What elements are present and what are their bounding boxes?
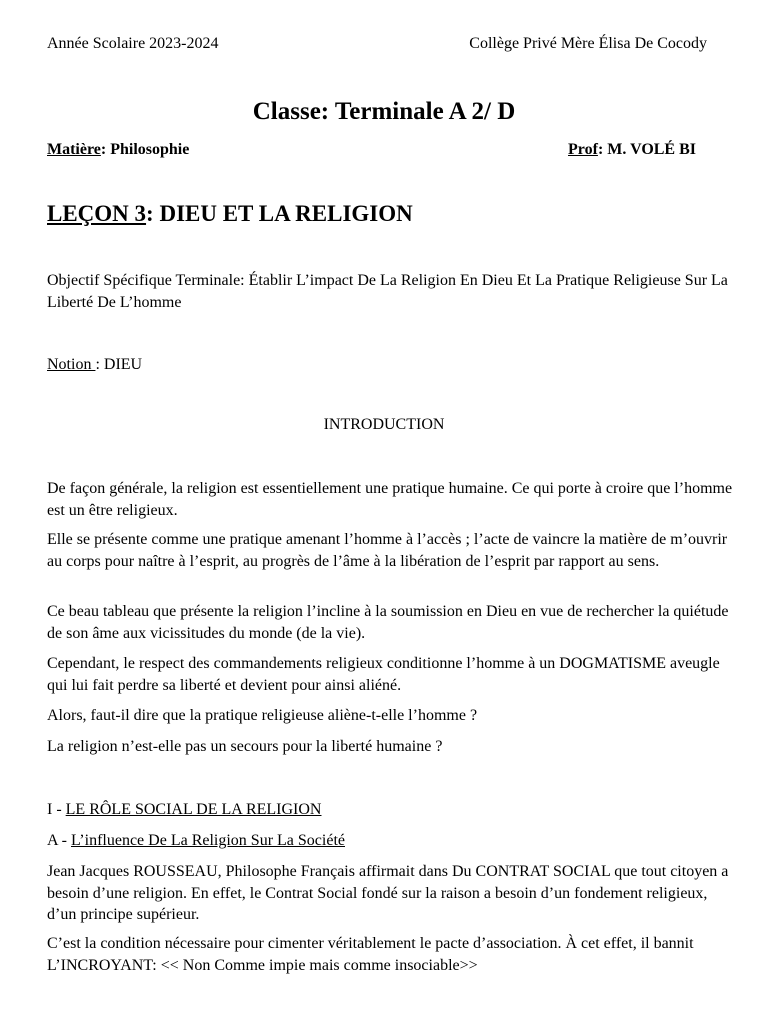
- body-paragraph: C’est la condition nécessaire pour cimenter véritablement le pacte d’association. À cet effet, il bannit L’INCROYANT: << Non Comme impie mais comme insociable>>: [47, 935, 694, 974]
- notion-label: Notion: [47, 356, 96, 373]
- intro-paragraph: Elle se présente comme une pratique amenant l’homme à l’accès ; l’acte de vaincre la matière de m’ouvrir au corps pour naître à l’esprit, au progrès de l’âme à la libération de l’esprit par rapport au sens.: [47, 531, 728, 570]
- subject-value: : Philosophie: [100, 141, 190, 158]
- school-year: Année Scolaire 2023-2024: [47, 35, 219, 52]
- body-paragraph: Jean Jacques ROUSSEAU, Philosophe Français affirmait dans Du CONTRAT SOCIAL que tout citoyen a besoin d’une religion. En effet, le Contrat Social fondé sur la raison a besoin d’un fondement religieux, d’un principe supérieur.: [47, 863, 729, 923]
- notion-value: : DIEU: [95, 356, 143, 373]
- intro-question: Alors, faut-il dire que la pratique religieuse aliène-t-elle l’homme ?: [47, 707, 478, 724]
- class-title: Classe: Terminale A 2/ D: [252, 98, 516, 125]
- lesson-number: LEÇON 3: [47, 201, 147, 226]
- teacher-label: Prof: [568, 141, 598, 158]
- objective: Objectif Spécifique Terminale: Établir L’impact De La Religion En Dieu Et La Pratique Religieuse Sur La Liberté De L’homme: [47, 272, 728, 311]
- school-name: Collège Privé Mère Élisa De Cocody: [469, 35, 707, 52]
- subject-label: Matière: [47, 141, 101, 158]
- teacher-value: : M. VOLÉ BI: [597, 141, 696, 158]
- introduction-heading: INTRODUCTION: [323, 416, 445, 433]
- lesson-title: [47, 199, 413, 229]
- section-prefix: I -: [47, 801, 66, 818]
- intro-question: La religion n’est-elle pas un secours pour la liberté humaine ?: [47, 738, 443, 755]
- subject: [47, 140, 189, 160]
- intro-paragraph: Cependant, le respect des commandements religieux conditionne l’homme à un DOGMATISME aveugle qui lui fait perdre sa liberté et devient pour ainsi aliéné.: [47, 655, 720, 694]
- teacher: [568, 140, 696, 160]
- subsection-heading: [47, 830, 737, 852]
- intro-paragraph: Ce beau tableau que présente la religion l’incline à la soumission en Dieu en vue de rechercher la quiétude de son âme aux vicissitudes du monde (de la vie).: [47, 603, 729, 642]
- subsection-title: L’influence De La Religion Sur La Société: [71, 832, 345, 849]
- notion: [47, 354, 737, 376]
- section-heading: [47, 799, 737, 821]
- intro-paragraph: De façon générale, la religion est essentiellement une pratique humaine. Ce qui porte à croire que l’homme est un être religieux.: [47, 480, 733, 519]
- subsection-prefix: A -: [47, 832, 71, 849]
- lesson-name: : DIEU ET LA RELIGION: [146, 201, 413, 226]
- section-title: LE RÔLE SOCIAL DE LA RELIGION: [65, 801, 322, 818]
